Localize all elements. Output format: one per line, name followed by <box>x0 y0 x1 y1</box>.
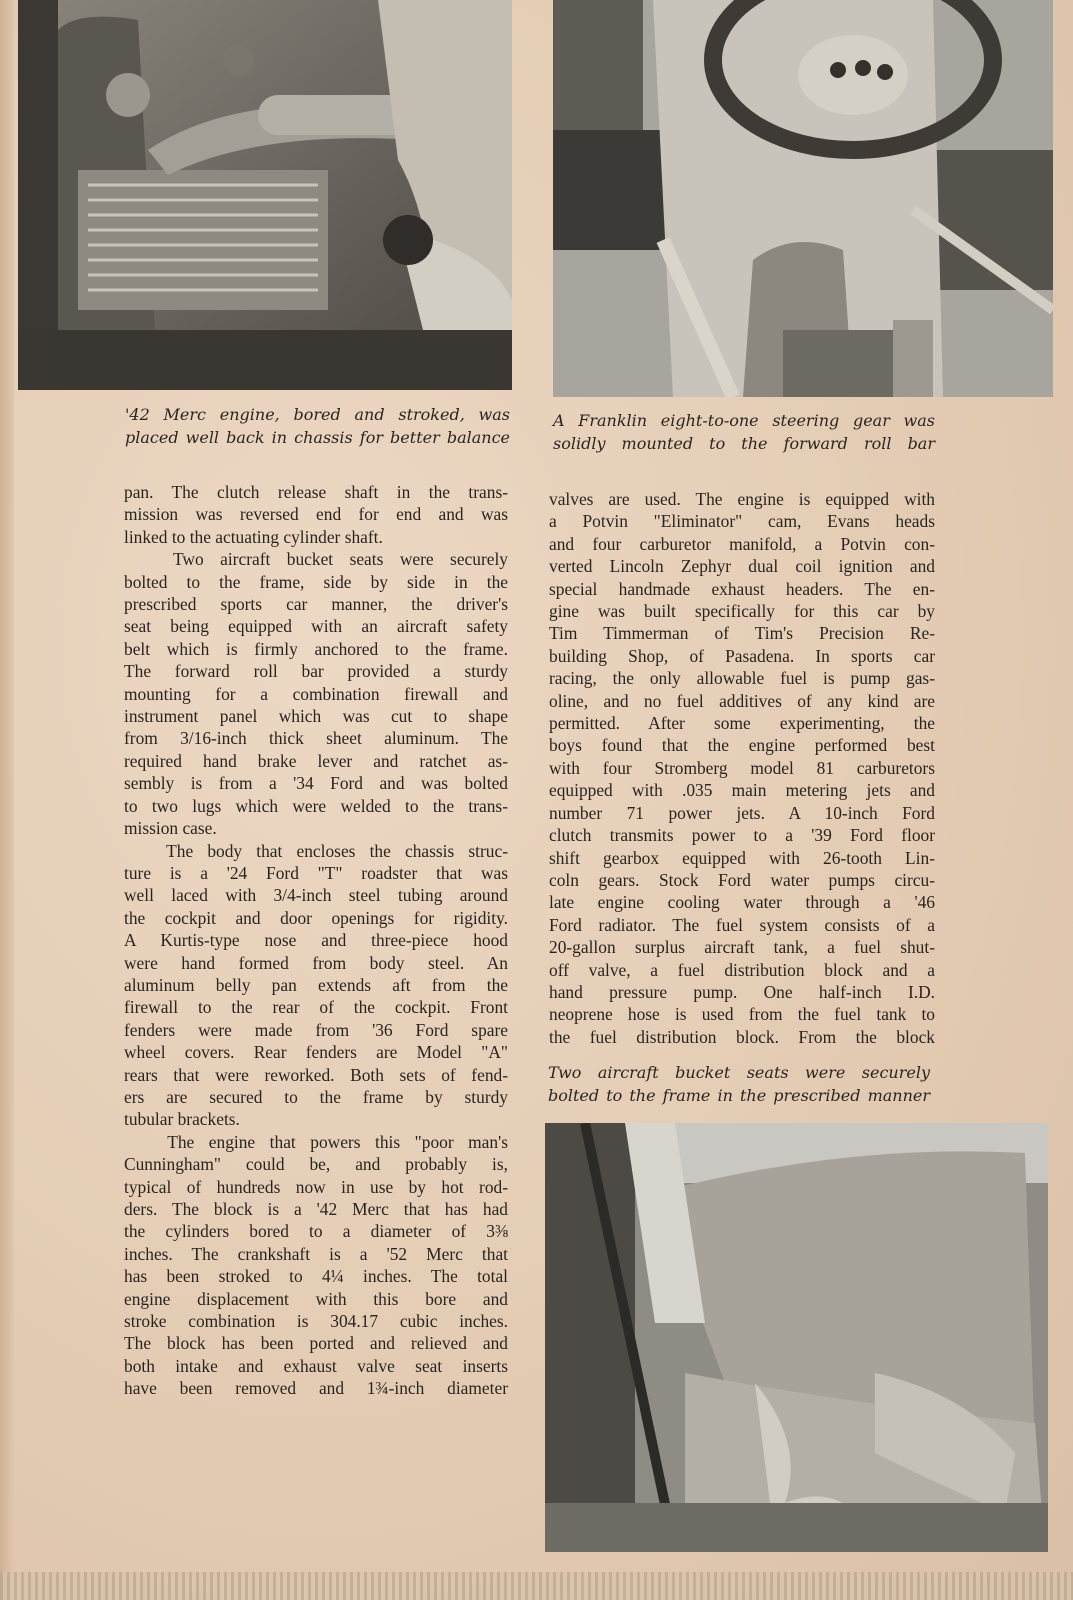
left-column-line: belt which is firmly anchored to the frame. <box>124 638 508 659</box>
page-bottom-edge <box>0 1572 1073 1600</box>
right-column-line: Tim Timmerman of Tim's Precision Re- <box>549 623 935 644</box>
left-column-line: tubular brackets. <box>124 1109 240 1130</box>
left-column-line: The block has been ported and relieved and <box>124 1333 508 1354</box>
left-column-line: from 3/16-inch thick sheet aluminum. The <box>124 728 508 749</box>
left-column-line: wheel covers. Rear fenders are Model "A" <box>124 1042 508 1063</box>
left-text-column <box>124 481 508 1400</box>
right-column-line: number 71 power jets. A 10-inch Ford <box>549 802 935 823</box>
left-column-line: typical of hundreds now in use by hot rod- <box>124 1176 508 1197</box>
right-column-line: shift gearbox equipped with 26-tooth Lin- <box>549 847 935 868</box>
left-column-line: sembly is from a '34 Ford and was bolted <box>124 773 508 794</box>
right-column-line: building Shop, of Pasadena. In sports car <box>549 645 935 666</box>
left-column-line: pan. The clutch release shaft in the trans- <box>124 482 508 502</box>
right-column-line: the fuel distribution block. From the block <box>549 1026 935 1047</box>
left-column-line: ers are secured to the frame by sturdy <box>124 1086 508 1107</box>
right-column-line: special handmade exhaust headers. The en- <box>549 578 935 599</box>
left-column-line: have been removed and 1¾-inch diameter <box>124 1378 508 1399</box>
engine-photo <box>18 0 512 390</box>
left-column-line: prescribed sports car manner, the driver's <box>124 594 508 615</box>
right-text-column <box>549 488 935 1048</box>
right-column-line: racing, the only allowable fuel is pump gas- <box>549 668 935 689</box>
left-column-line: both intake and exhaust valve seat inserts <box>124 1355 508 1376</box>
left-column-line: mounting for a combination firewall and <box>124 683 508 704</box>
left-column-line: ders. The block is a '42 Merc that has had <box>124 1199 508 1219</box>
left-column-line: bolted to the frame, side by side in the <box>124 571 508 592</box>
left-column-line: stroke combination is 304.17 cubic inches. <box>124 1311 508 1332</box>
right-column-line: equipped with .035 main metering jets and <box>549 780 935 801</box>
right-column-line: with four Stromberg model 81 carburetors <box>549 757 935 778</box>
left-column-line: the cockpit and door openings for rigidity. <box>124 907 508 928</box>
steering-photo-caption: A Franklin eight-to-one steering gear was solidly mounted to the forward roll bar <box>553 411 935 453</box>
left-column-line: rears that were reworked. Both sets of fend- <box>124 1064 508 1085</box>
right-column-line: off valve, a fuel distribution block and a <box>549 959 935 980</box>
left-column-line: engine displacement with this bore and <box>124 1288 508 1309</box>
left-column-line: A Kurtis-type nose and three-piece hood <box>124 930 508 951</box>
right-column-line: coln gears. Stock Ford water pumps circu- <box>549 869 935 890</box>
left-column-line: the cylinders bored to a diameter of 3⅜ <box>124 1221 508 1242</box>
steering-photo <box>553 0 1053 397</box>
right-column-line: oline, and no fuel additives of any kind are <box>549 690 935 711</box>
left-column-line: mission case. <box>124 818 217 839</box>
right-column-line: verted Lincoln Zephyr dual coil ignition and <box>549 556 935 577</box>
right-column-line: clutch transmits power to a '39 Ford floor <box>549 825 935 846</box>
left-column-line: firewall to the rear of the cockpit. Front <box>124 997 508 1018</box>
left-column-line: Two aircraft bucket seats were securely <box>124 549 508 570</box>
left-column-line: fenders were made from '36 Ford spare <box>124 1019 508 1040</box>
seats-photo-caption: Two aircraft bucket seats were securely bolted to the frame in the prescribed manner <box>548 1063 930 1105</box>
right-column-line: hand pressure pump. One half-inch I.D. <box>549 981 935 1002</box>
left-column-line: inches. The crankshaft is a '52 Merc that <box>124 1243 508 1264</box>
right-column-line: permitted. After some experimenting, the <box>549 713 935 734</box>
left-column-line: Cunningham" could be, and probably is, <box>124 1154 508 1175</box>
right-column-line: gine was built specifically for this car by <box>549 601 935 622</box>
right-column-line: boys found that the engine performed best <box>549 735 935 756</box>
right-column-line: 20-gallon surplus aircraft tank, a fuel shut- <box>549 937 935 958</box>
left-column-line: to two lugs which were welded to the trans- <box>124 795 508 816</box>
left-column-line: aluminum belly pan extends aft from the <box>124 974 508 995</box>
left-column-line: The engine that powers this "poor man's <box>124 1131 508 1152</box>
left-column-line: required hand brake lever and ratchet as- <box>124 750 508 771</box>
right-column-line: valves are used. The engine is equipped with <box>549 489 935 509</box>
engine-photo-caption: '42 Merc engine, bored and stroked, was placed well back in chassis for better balance <box>125 405 510 447</box>
seats-photo <box>545 1123 1048 1552</box>
left-column-line: seat being equipped with an aircraft safety <box>124 616 508 637</box>
left-column-line: linked to the actuating cylinder shaft. <box>124 526 383 547</box>
left-column-line: has been stroked to 4¼ inches. The total <box>124 1266 508 1287</box>
left-column-line: instrument panel which was cut to shape <box>124 706 508 727</box>
left-column-line: were hand formed from body steel. An <box>124 952 508 973</box>
right-column-line: Ford radiator. The fuel system consists of a <box>549 914 935 935</box>
left-column-line: well laced with 3/4-inch steel tubing around <box>124 885 508 906</box>
right-column-line: a Potvin "Eliminator" cam, Evans heads <box>549 511 935 532</box>
left-column-line: mission was reversed end for end and was <box>124 504 508 525</box>
right-column-line: late engine cooling water through a '46 <box>549 892 935 913</box>
left-column-line: ture is a '24 Ford "T" roadster that was <box>124 862 508 883</box>
page-left-edge <box>0 0 14 1600</box>
right-column-line: neoprene hose is used from the fuel tank to <box>549 1004 935 1025</box>
right-column-line: and four carburetor manifold, a Potvin con- <box>549 533 935 554</box>
left-column-line: The body that encloses the chassis struc- <box>124 840 508 861</box>
left-column-line: The forward roll bar provided a sturdy <box>124 661 508 682</box>
